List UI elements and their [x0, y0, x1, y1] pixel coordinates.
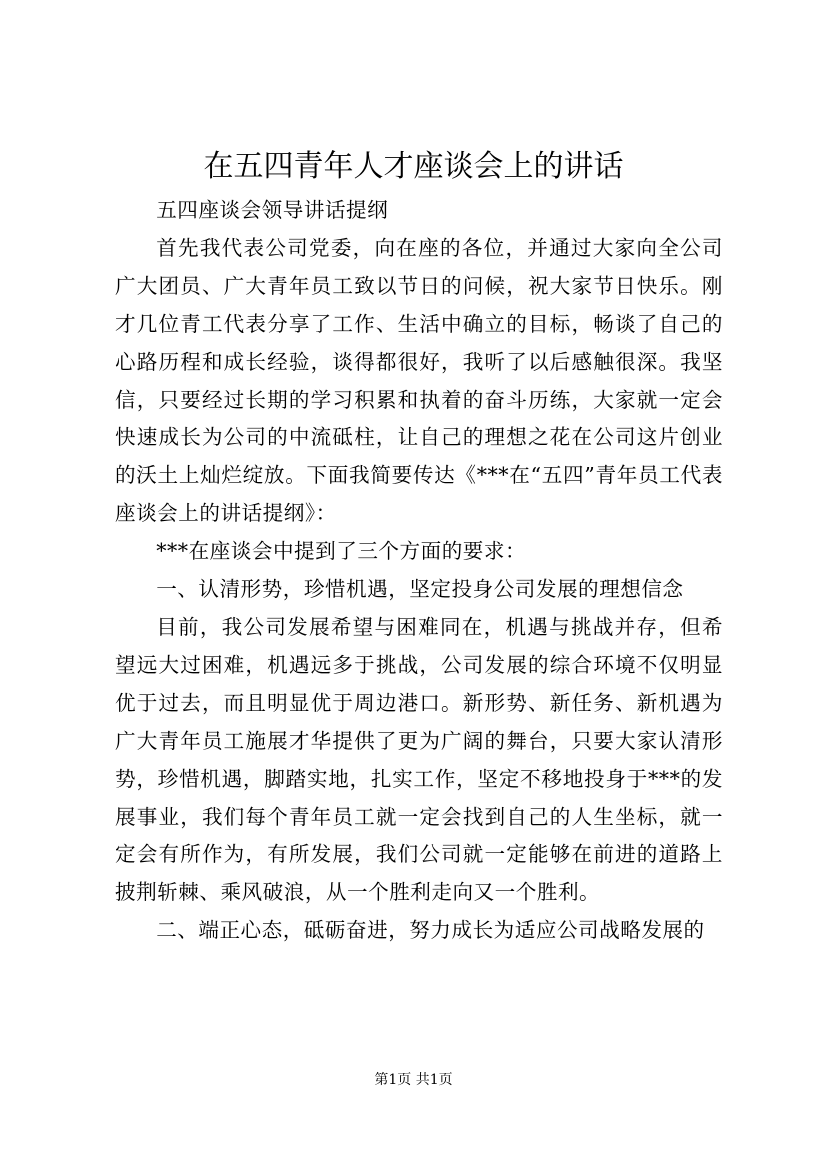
section-heading-1: 一、认清形势，珍惜机遇，坚定投身公司发展的理想信念 [156, 577, 684, 602]
subtitle-paragraph: 五四座谈会领导讲话提纲 [156, 198, 389, 222]
section-body-1: 目前，我公司发展希望与困难同在，机遇与挑战并存，但希望远大过困难，机遇远多于挑战，公司发展的综合环境不仅明显优于过去，而且明显优于周边港口。新形势、新任务、新机遇为广大青年员工施展才华提供了更为广阔的舞台，只要大家认清形势，珍惜机遇，脚踏实地，扎实工作，坚定不移地投身于***的发展事业，我们每个青年员工就一定会找到自己的人生坐标，就一定会有所作为，有所发展，我们公司就一定能够在前进的道路上披荆斩棘、乘风破浪，从一个胜利走向又一个胜利。 [115, 614, 723, 905]
opening-paragraph: 首先我代表公司党委，向在座的各位，并通过大家向全公司广大团员、广大青年员工致以节日的问候，祝大家节日快乐。刚才几位青工代表分享了工作、生活中确立的目标，畅谈了自己的心路历程和成长经验，谈得都很好，我听了以后感触很深。我坚信，只要经过长期的学习积累和执着的奋斗历练，大家就一定会快速成长为公司的中流砥柱，让自己的理想之花在公司这片创业的沃土上灿烂绽放。下面我简要传达《***在“五四”青年员工代表座谈会上的讲话提纲》： [115, 235, 723, 526]
document-body [115, 192, 723, 950]
document-title: 在五四青年人才座谈会上的讲话 [203, 149, 624, 184]
section-heading-2: 二、端正心态，砥砺奋进，努力成长为适应公司战略发展的 [156, 918, 705, 943]
page-footer: 第1页 共1页 [374, 1072, 453, 1088]
requirements-intro-paragraph: ***在座谈会中提到了三个方面的要求： [156, 539, 527, 564]
